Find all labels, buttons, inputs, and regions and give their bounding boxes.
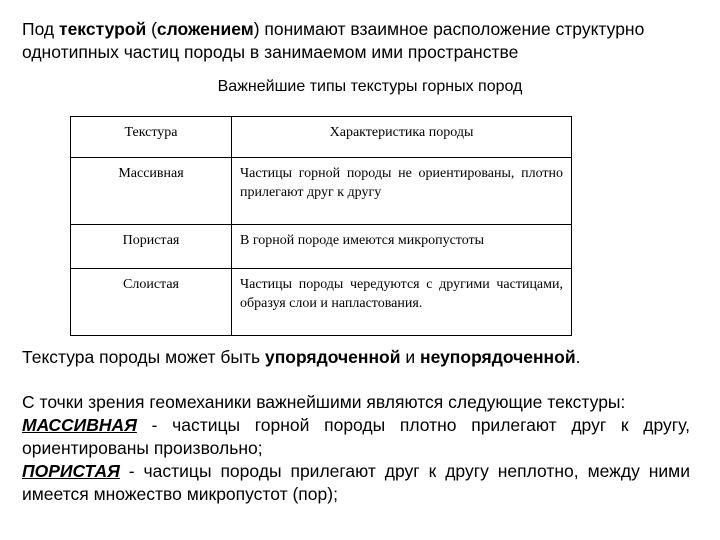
table-subtitle: Важнейшие типы текстуры горных пород <box>217 78 523 95</box>
header-characteristic: Характеристика породы <box>232 117 572 158</box>
table-row <box>71 158 572 225</box>
texture-name: Слоистая <box>71 269 232 336</box>
intro-rest: понимают взаимное расположение структурно однотипных частиц породы в занимаемом ими пространстве <box>22 19 645 62</box>
intro-paragraph <box>22 18 702 64</box>
para1-prefix: Текстура породы может быть <box>22 347 265 367</box>
term-unordered: неупорядоченной <box>420 347 576 367</box>
table-header-row <box>71 117 572 158</box>
para2-intro: С точки зрения геомеханики важнейшими являются следующие текстуры: <box>22 392 626 412</box>
para1-suffix: . <box>575 347 581 367</box>
porous-definition <box>22 460 690 506</box>
term-porous: ПОРИСТАЯ <box>22 461 120 481</box>
texture-description: Частицы горной породы не ориентированы, плотно прилегают друг к другу <box>232 158 572 225</box>
header-texture: Текстура <box>71 117 232 158</box>
intro-close-paren: ) <box>253 19 260 39</box>
term-massive: МАССИВНАЯ <box>22 415 137 435</box>
ordered-texture-paragraph <box>22 346 702 369</box>
intro-prefix: Под <box>22 19 59 39</box>
intro-term-texture: текстурой <box>59 19 147 39</box>
texture-name: Пористая <box>71 225 232 269</box>
intro-open-paren: ( <box>146 19 157 39</box>
porous-text: - частицы породы прилегают друг к другу неплотно, между ними имеется множество микропустот (пор); <box>22 461 690 504</box>
texture-name: Массивная <box>71 158 232 225</box>
texture-description: В горной породе имеются микропустоты <box>232 225 572 269</box>
intro-term-composition: сложением <box>156 19 254 39</box>
massive-text: - частицы горной породы плотно прилегают друг к другу, ориентированы произвольно; <box>22 415 690 458</box>
texture-description: Частицы породы чередуются с другими частицами, образуя слои и напластования. <box>232 269 572 336</box>
table-row <box>71 269 572 336</box>
para1-and: и <box>400 347 420 367</box>
geomechanics-paragraph <box>22 391 690 506</box>
massive-definition <box>22 414 690 460</box>
term-ordered: упорядоченной <box>264 347 401 367</box>
table-row <box>71 225 572 269</box>
texture-types-table <box>70 116 572 336</box>
